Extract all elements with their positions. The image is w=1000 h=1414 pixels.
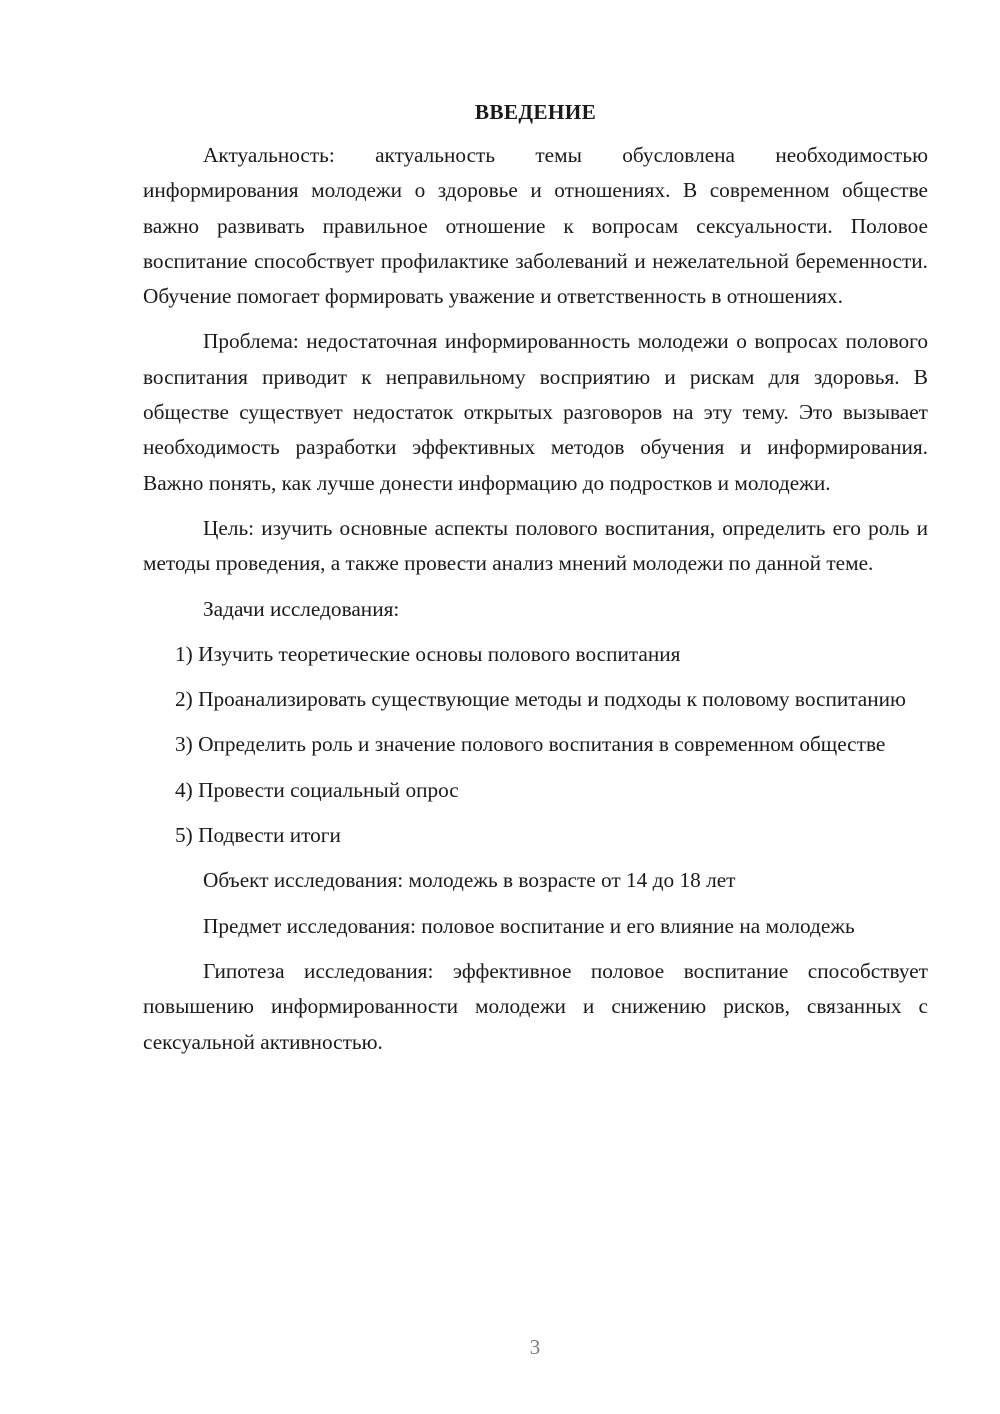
task-item: 3) Определить роль и значение полового воспитания в современном обществе [175,732,886,757]
page-title: ВВЕДЕНИЕ [474,100,597,124]
problem-paragraph: Проблема: недостаточная информированность молодежи о вопросах полового воспитания приводит к неправильному восприятию и рискам для здоровья. В обществе существует недостаток открытых разговоров на эту тему. Это вызывает необходимость разработки эффективных методов обучения и информирования. Важно понять, как лучше донести информацию до подростков и молодежи. [143,329,928,495]
object-paragraph: Объект исследования: молодежь в возрасте от 14 до 18 лет [203,868,736,893]
task-item: 1) Изучить теоретические основы полового воспитания [175,641,681,666]
relevance-paragraph: Актуальность: актуальность темы обусловлена необходимостью информирования молодежи о здоровье и отношениях. В современном обществе важно развивать правильное отношение к вопросам сексуальности. Половое воспитание способствует профилактике заболеваний и нежелательной беременности. Обучение помогает формировать уважение и ответственность в отношениях. [143,143,928,309]
goal-paragraph: Цель: изучить основные аспекты полового воспитания, определить его роль и методы проведения, а также провести анализ мнений молодежи по данной теме. [143,515,928,576]
page-number: 3 [529,1335,541,1359]
subject-paragraph: Предмет исследования: половое воспитание и его влияние на молодежь [203,913,855,938]
page-content [143,96,928,1060]
hypothesis-paragraph: Гипотеза исследования: эффективное половое воспитание способствует повышению информированности молодежи и снижению рисков, связанных с сексуальной активностью. [143,958,928,1054]
tasks-heading: Задачи исследования: [203,596,400,621]
task-item: 2) Проанализировать существующие методы и подходы к половому воспитанию [175,687,906,712]
task-item: 5) Подвести итоги [175,823,341,848]
task-item: 4) Провести социальный опрос [175,777,459,802]
